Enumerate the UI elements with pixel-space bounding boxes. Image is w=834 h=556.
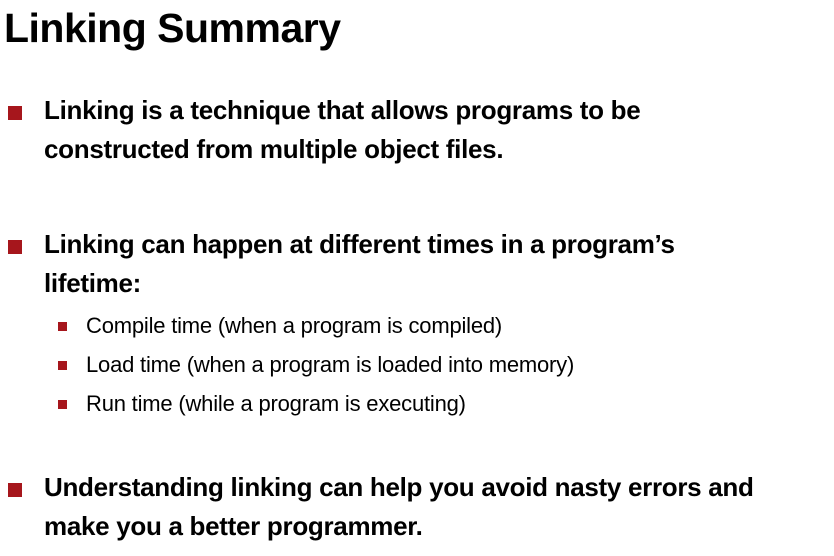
small-square-bullet-icon [58, 396, 67, 405]
sub-bullet-item [0, 306, 834, 345]
bullet-line: Understanding linking can help you avoid nasty errors and [44, 472, 754, 502]
square-bullet-shape [8, 483, 22, 497]
small-square-bullet-icon [58, 357, 67, 366]
bullet-text [44, 91, 834, 169]
bullet-text [44, 468, 834, 546]
sub-bullet-item [0, 345, 834, 384]
bullet-line: Linking is a technique that allows programs to be [44, 95, 641, 125]
small-square-bullet-icon-svg [58, 400, 67, 409]
sub-bullet-text: Run time (while a program is executing) [86, 391, 466, 416]
bullet-text [44, 225, 834, 303]
square-bullet-icon-svg [8, 240, 22, 254]
square-bullet-icon [8, 483, 22, 497]
square-bullet-shape [8, 240, 22, 254]
small-square-bullet-icon [58, 318, 67, 327]
small-square-bullet-icon-svg [58, 322, 67, 331]
bullet-line: constructed from multiple object files. [44, 134, 504, 164]
sub-bullet-text: Load time (when a program is loaded into memory) [86, 352, 575, 377]
square-bullet-shape [8, 106, 22, 120]
bullet-line: make you a better programmer. [44, 511, 423, 541]
small-square-bullet-icon-svg [58, 361, 67, 370]
small-square-bullet-shape [58, 322, 67, 331]
slide-title: Linking Summary [4, 5, 341, 51]
square-bullet-icon-svg [8, 106, 22, 120]
sub-bullet-item [0, 384, 834, 423]
bullet-line: lifetime: [44, 268, 141, 298]
sub-bullet-text: Compile time (when a program is compiled) [86, 313, 503, 338]
square-bullet-icon-svg [8, 483, 22, 497]
square-bullet-icon [8, 106, 22, 120]
small-square-bullet-shape [58, 400, 67, 409]
small-square-bullet-shape [58, 361, 67, 370]
square-bullet-icon [8, 240, 22, 254]
bullet-line: Linking can happen at different times in a program’s [44, 229, 675, 259]
